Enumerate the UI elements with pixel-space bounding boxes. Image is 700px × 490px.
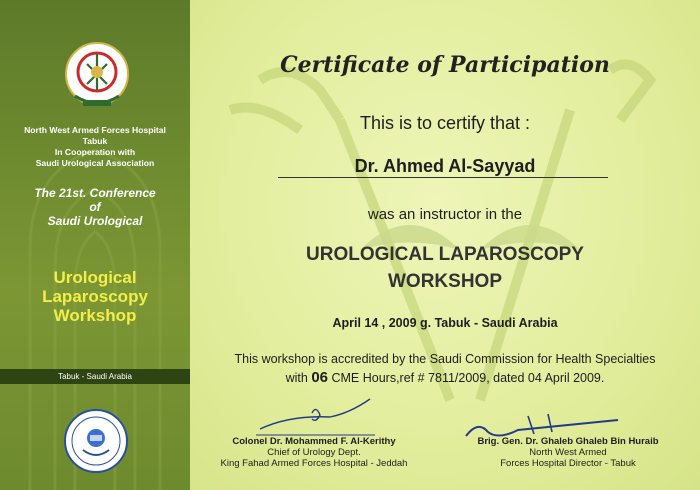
conference-line-3: Saudi Urological xyxy=(47,214,143,228)
right-signatory-name: Brig. Gen. Dr. Ghaleb Ghaleb Bin Huraib xyxy=(477,436,659,447)
conference-title xyxy=(8,186,182,228)
armed-forces-emblem-icon xyxy=(63,40,131,112)
organizer-block xyxy=(8,125,182,169)
workshop-title-line-2: WORKSHOP xyxy=(388,271,502,292)
sidebar-workshop-line-1: Urological xyxy=(53,268,137,287)
workshop-title-line-1: UROLOGICAL LAPAROSCOPY xyxy=(306,244,584,265)
left-signatory-title: Chief of Urology Dept. xyxy=(267,447,361,458)
sidebar-workshop-line-3: Workshop xyxy=(53,306,137,325)
certificate-body xyxy=(190,0,700,490)
cme-hours: 06 xyxy=(311,369,329,386)
accreditation-prefix: with xyxy=(285,371,312,385)
org-hospital: North West Armed Forces Hospital xyxy=(24,125,166,135)
org-city: Tabuk xyxy=(82,136,108,146)
certify-statement: This is to certify that : xyxy=(359,113,531,133)
saudi-urological-association-seal-icon xyxy=(63,408,129,474)
right-signatory-title: North West Armed xyxy=(529,447,607,458)
left-signatory-name: Colonel Dr. Mohammed F. Al-Kerithy xyxy=(232,436,396,447)
left-signatory-institution: King Fahad Armed Forces Hospital - Jeddah xyxy=(220,458,408,469)
accreditation-suffix: CME Hours,ref # 7811/2009, dated 04 April 2009. xyxy=(328,371,605,385)
sidebar-workshop-line-2: Laparoscopy xyxy=(42,287,148,306)
org-association: Saudi Urological Association xyxy=(35,158,155,168)
accreditation-line-2 xyxy=(190,369,700,386)
left-signature-block xyxy=(184,436,444,469)
org-cooperation: In Cooperation with xyxy=(54,147,136,157)
certificate-title: Certificate of Participation xyxy=(280,52,610,78)
right-signature-block xyxy=(438,436,698,469)
recipient-name: Dr. Ahmed Al-Sayyad xyxy=(354,156,536,176)
date-location: April 14 , 2009 g. Tabuk - Saudi Arabia xyxy=(332,316,558,330)
conference-line-1: The 21st. Conference xyxy=(34,186,156,200)
left-signature-scribble xyxy=(250,395,380,439)
name-underline xyxy=(278,177,608,178)
role-statement: was an instructor in the xyxy=(367,206,523,223)
sidebar-workshop-title xyxy=(8,268,182,325)
location-band: Tabuk - Saudi Arabia xyxy=(0,369,190,384)
left-sidebar xyxy=(0,0,190,490)
right-signatory-institution: Forces Hospital Director - Tabuk xyxy=(500,458,636,469)
accreditation-line-1: This workshop is accredited by the Saudi Commission for Health Specialties xyxy=(234,352,656,366)
conference-line-2: of xyxy=(89,200,101,214)
